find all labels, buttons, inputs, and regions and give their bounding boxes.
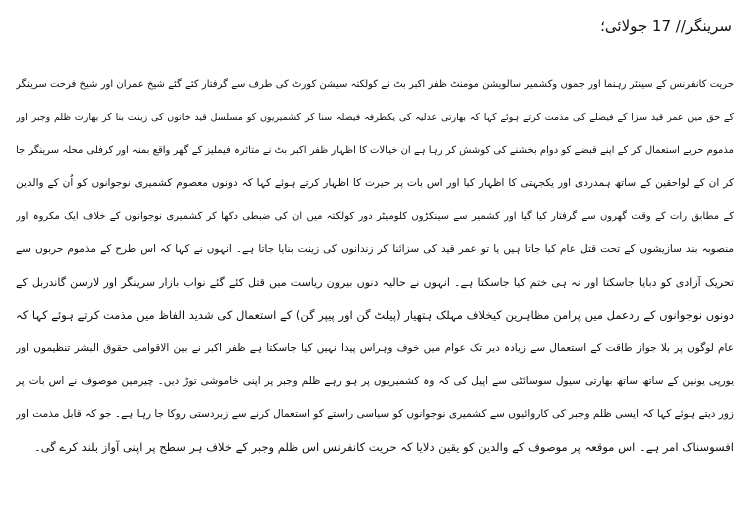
article-line: عام لوگوں پر بلا جواز طاقت کے استعمال سے زیادہ دیر تک عوام میں خوف وہراس پیدا نہیں کیا جاسکتا ہے ظفر اکبر نے بین الاقوامی حقوق البشر تنظیموں اور [16,342,734,354]
article-dateline: سرینگر// 17 جولائی؛ [600,17,732,35]
article-line: مذموم حربے استعمال کر کے اپنے قبضے کو دوام بخشنے کی کوشش کر رہا ہے ان خیالات کا اظہار ظفر اکبر بٹ نے متاثرہ فیملیز کے گھر واقع بمنہ اور کرفلی محلہ سرینگر جا [16,145,734,156]
article-line: کے مطابق رات کے وقت گھروں سے گرفتار کیا گیا اور کشمیر سے سینکڑوں کلومیٹر دور کولکتہ میں ان کی ضبطی دکھا کر کشمیری نوجوانوں کے خلاف ایک مکروہ اور [16,211,734,222]
article-line: حریت کانفرنس کے سینئر رہنما اور جموں وکشمیر سالویشن مومنٹ ظفر اکبر بٹ نے کولکتہ سیشن کورٹ کی طرف سے گرفتار کئے گئے شیخ عمران اور شیخ فرحت سرینگر [16,79,734,90]
article-line: افسوسناک امر ہے۔ اس موقعہ پر موصوف کے والدین کو یقین دلایا کہ حریت کانفرنس اس ظلم وجبر کے خلاف ہر سطح پر اپنی آواز بلند کرے گی۔ [33,440,734,454]
article-body [16,68,734,464]
article-line: کر ان کے لواحقین کے ساتھ ہمدردی اور یکجہتی کا اظہار کیا اور اس بات پر حیرت کا اظہار کرتے ہوئے کہا کہ دونوں معصوم کشمیری نوجوانوں کو اُن کے والدین [16,177,734,189]
article-line: تحریک آزادی کو دبایا جاسکتا اور نہ ہی ختم کیا جاسکتا ہے۔ انہوں نے حالیہ دنوں بیرون ریاست میں قتل کئے گئے نواب بازار سرینگر اور لارسن گاندربل کے [16,276,734,289]
article-line: زور دیتے ہوئے کہا کہ ایسی ظلم وجبر کی کاروائیوں سے کشمیری نوجوانوں کو سیاسی راستے کو استعمال کرنے سے زبردستی روکا جا رہا ہے۔ جو کہ قابل مذمت اور [16,408,734,420]
article-line: یورپی یونین کے ساتھ ساتھ بھارتی سیول سوسائٹی سے اپیل کی کہ وہ کشمیریوں پر ہو رہے ظلم وجبر پر اپنی خاموشی توڑ دیں۔ چیرمین موصوف نے اس بات پر [16,375,734,387]
article-line: کے حق میں عمر قید سزا کے فیصلے کی مذمت کرتے ہوئے کہا کہ بھارتی عدلیہ کی یکطرفہ فیصلہ سنا کر کشمیریوں کو مسلسل قید خانوں کی زینت بنا کر بھارت ظلم وجبر اور [16,112,734,123]
article-line: منصوبہ بند سازیشوں کے تحت قتل عام کیا جاتا ہیں یا تو عمر قید کی سزائنا کر زندانوں کی زینت بنایا جاتا ہے۔ انہوں نے کہا کہ اس طرح کے مذموم حربوں سے [16,243,734,255]
article-line: دونوں نوجوانوں کے ردعمل میں پرامن مظاہرین کیخلاف مہلک ہتھیار (پیلٹ گن اور پیپر گن) کے استعمال کی شدید الفاظ میں مذمت کرتے ہوئے کہا کہ [16,308,734,322]
